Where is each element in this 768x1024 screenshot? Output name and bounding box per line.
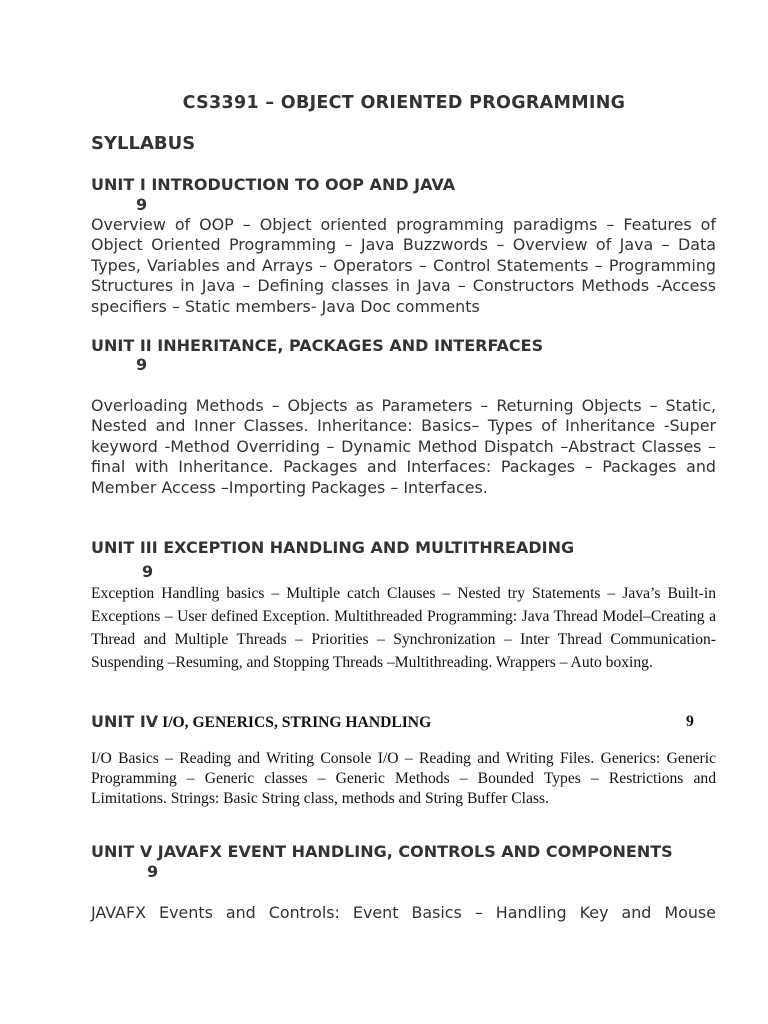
unit-2-heading: UNIT II INHERITANCE, PACKAGES AND INTERFACES	[91, 336, 544, 355]
unit-3-heading: UNIT III EXCEPTION HANDLING AND MULTITHREADING	[91, 538, 575, 557]
unit-1-heading: UNIT I INTRODUCTION TO OOP AND JAVA	[91, 175, 456, 194]
unit-1-hours: 9	[136, 195, 148, 214]
unit-4-content: I/O Basics – Reading and Writing Console I/O – Reading and Writing Files. Generics: Generic Programming – Generic classes – Generic Methods – Bounded Types – Restrictions and Limitations. Strings: Basic String class, methods and String Buffer Class.	[91, 750, 716, 807]
unit-4-hours: 9	[686, 713, 694, 730]
unit-4-heading-prefix: UNIT IV	[91, 712, 159, 731]
syllabus-heading: SYLLABUS	[91, 133, 196, 154]
unit-1-content: Overview of OOP – Object oriented programming paradigms – Features of Object Oriented Programming – Java Buzzwords – Overview of Java – Data Types, Variables and Arrays – Operators – Control Statements – Programming Structures in Java – Defining classes in Java – Constructors Methods -Access specifiers – Static members- Java Doc comments	[91, 215, 716, 316]
unit-2-content: Overloading Methods – Objects as Parameters – Returning Objects – Static, Nested and Inner Classes. Inheritance: Basics– Types of Inheritance -Super keyword -Method Overriding – Dynamic Method Dispatch –Abstract Classes – final with Inheritance. Packages and Interfaces: Packages – Packages and Member Access –Importing Packages – Interfaces.	[91, 396, 716, 497]
unit-5-hours: 9	[147, 862, 159, 881]
unit-4-heading	[91, 712, 431, 732]
unit-5-heading: UNIT V JAVAFX EVENT HANDLING, CONTROLS AND COMPONENTS	[91, 842, 673, 861]
unit-4-heading-text: I/O, GENERICS, STRING HANDLING	[162, 714, 432, 731]
unit-5-content: JAVAFX Events and Controls: Event Basics – Handling Key and Mouse	[91, 903, 716, 922]
unit-3-hours: 9	[142, 562, 154, 581]
unit-3-content: Exception Handling basics – Multiple catch Clauses – Nested try Statements – Java’s Built-in Exceptions – User defined Exception. Multithreaded Programming: Java Thread Model–Creating a Thread and Multiple Threads – Priorities – Synchronization – Inter Thread Communication- Suspending –Resuming, and Stopping Threads –Multithreading. Wrappers – Auto boxing.	[91, 585, 716, 671]
unit-2-hours: 9	[136, 355, 148, 374]
document-title: CS3391 – OBJECT ORIENTED PROGRAMMING	[182, 93, 626, 113]
